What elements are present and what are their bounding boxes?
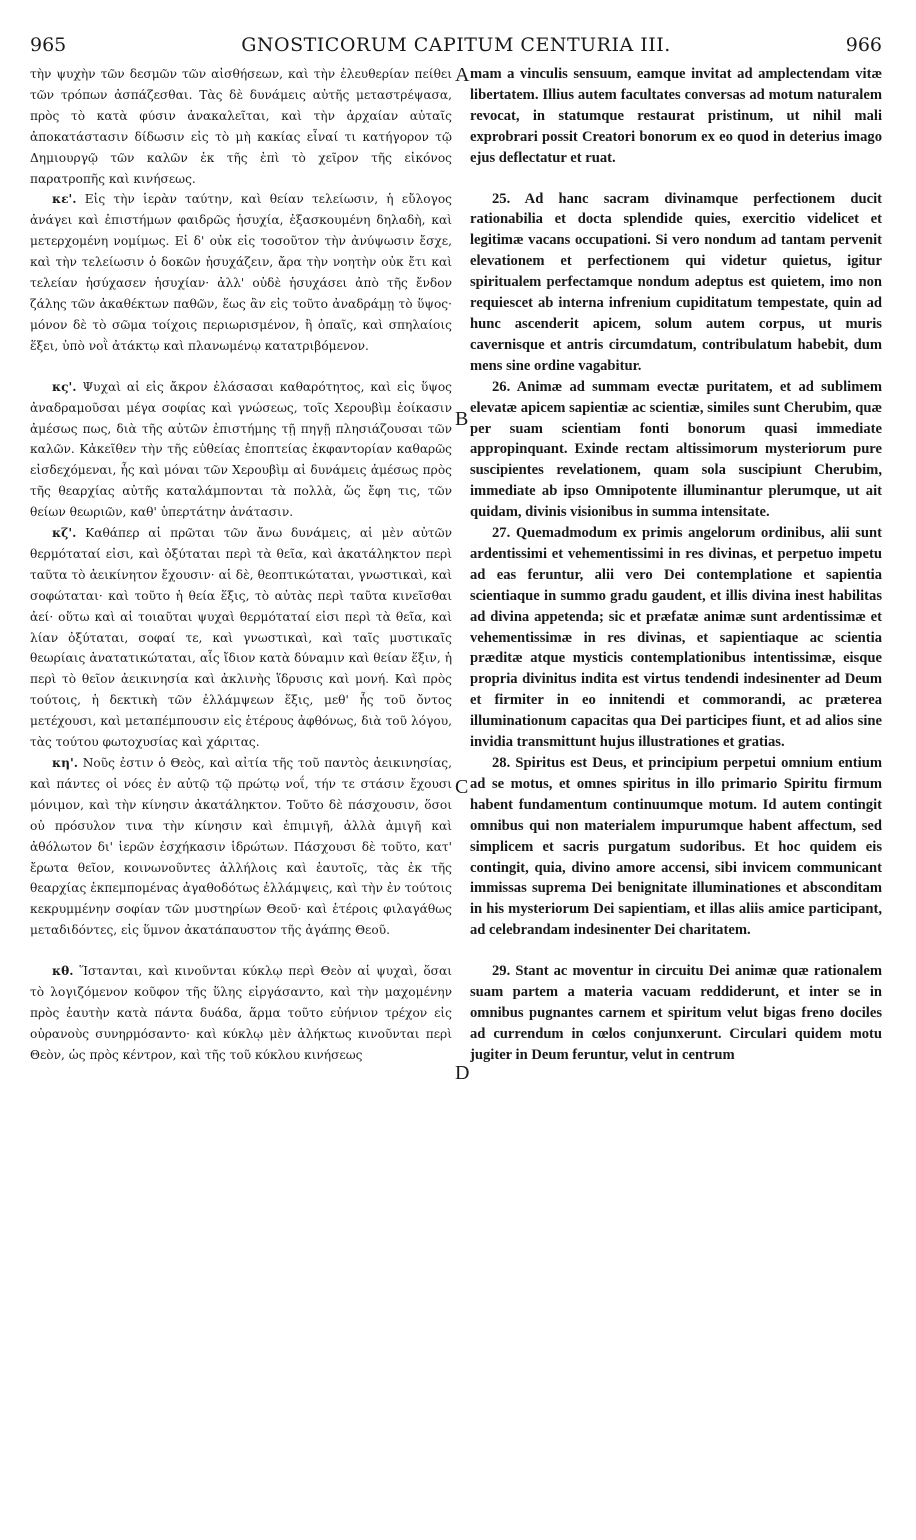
latin-text-29: Stant ac moventur in circuitu Dei animæ quæ rationalem suam partem a materia vacuam reddiderunt, et inter se in omnibus pugnantes carnem et spiritum velut bigas freno dociles ad currendum in cœlos conjunxerunt. Circulari quidem motu jugiter in Deum feruntur, velut in centrum — [470, 963, 882, 1063]
margin-marker-a: A — [455, 64, 470, 86]
greek-text-27: Καθάπερ αἱ πρῶται τῶν ἄνω δυνάμεις, αἱ μὲν αὐτῶν θερμόταταί εἰσι, καὶ ὀξύταται περὶ τὰ θεῖα, καὶ ἀκατάληκτον περὶ ταῦτα τὸ ἀεικίνητον ἔχουσιν· αἱ δὲ, θεοπτικώταται, γνωστικαὶ, καὶ σοφώταται· καὶ τοῦτο ἡ θεία ἕξις, τὸ αὐτὰς περὶ ταῦτα κινεῖσθαι ἀεί· οὕτω καὶ αἱ τοιαῦται ψυχαὶ θερμόταταί εἰσι περὶ τὰ θεῖα, καὶ λίαν ὀξύταται, σοφαί τε, καὶ γνωστικαὶ, καὶ ταῖς μυστικαῖς θεωρίαις ἀνατατικώταται, αἷς ἴδιον κατὰ δύναμιν καὶ θείαν ἕξιν, ἡ περὶ τὸ θεῖον ἀεικινησία καὶ ἀκλινὴς ἵδρυσις καὶ μονή. Καὶ πρὸς τούτοις, ἡ δεκτικὴ τῶν ἐλλάμψεων ἕξις, μεθ' ἧς τοῦ ὄντος μετέχουσι, καὶ μεταπέμπουσιν εἰς ἑτέρους ἀφθόνως, διὰ τοῦ λόγου, τὰς τούτου φωτοχυσίας καὶ χάριτας. — [30, 526, 452, 750]
latin-number-28: 28. — [492, 755, 511, 771]
greek-paragraph-26 — [30, 377, 452, 523]
margin-marker-d: D — [455, 1062, 470, 1084]
greek-paragraph-27 — [30, 523, 452, 753]
latin-paragraph-28 — [470, 753, 882, 941]
latin-paragraph-25 — [470, 189, 882, 377]
greek-text-25: Εἰς τὴν ἱερὰν ταύτην, καὶ θείαν τελείωσιν, ἡ εὔλογος ἀνάγει καὶ ἐπιστήμων φαιδρῶς ἡσυχία, ἐξασκουμένη δηλαδὴ, καὶ μετερχομένη νομίμως. Εἰ δ' οὐκ εἰς τοσοῦτον τὴν ἀνύψωσιν ἔσχε, καὶ τὴν τελείωσιν ὁ δοκῶν ἡσυχάζειν, ἄρα τὴν νοητὴν οὐκ ἔτι καὶ τελείαν ἡσύχασεν ἡσυχίαν· ἀλλ' οὐδὲ ἡσυχάσει ἀπὸ τῆς ἔνδον ζάλης τῶν ἀκαθέκτων παθῶν, ἕως ἂν εἰς τοῦτο ἀναδράμῃ τὸ ὕψος· μόνον δὲ τὸ σῶμα τοίχοις περιωρισμένον, ἢ ὀπαῖς, καὶ σπηλαίοις ἕξει, ὑπὸ νοῒ ἀτάκτῳ καὶ πλανωμένῳ κατατριβόμενον. — [30, 192, 452, 353]
latin-paragraph-26 — [470, 377, 882, 523]
latin-text-27: Quemadmodum ex primis angelorum ordinibus, alii sunt ardentissimi et vehementissimi in res divinas, et perpetuo impetu ad eas feruntur, alii vero Dei contemplatione et sapientia scientiaque in summo gradu gaudent, et illis divina inest habilitas ad divina appetenda; sic et præfatæ animæ sunt ardentissimæ et vehementissimæ in res divinas, et sapientiaque ac scientia præditæ atque mysticis contemplationibus intentissimæ, eisque propria divinitus indita est virtus tendendi indesinenter ad Deum et firmiter in eo innitendi et commorandi, ac præterea illuminationum capacitas qua Dei participes fiunt, et ad alios sine invidia transmittunt hujus illustrationes et gratias. — [470, 525, 882, 751]
greek-paragraph-28 — [30, 753, 452, 941]
latin-number-29: 29. — [492, 963, 511, 980]
greek-column — [30, 64, 452, 1066]
greek-text-26: Ψυχαὶ αἱ εἰς ἄκρον ἐλάσασαι καθαρότητος, καὶ εἰς ὕψος ἀναδραμοῦσαι μέγα σοφίας καὶ γνώσεως, τοῖς Χερουβὶμ ἐοίκασιν ἀμέσως πως, διὰ τῆς αὐτῶν ἐπιστήμης τῇ πηγῇ πλησιάζουσαι τῶν καλῶν. Κἀκεῖθεν τὴν τῆς εὐθείας ἐποπτείας ἐκφαντορίαν καθαρῶς εἰσδεχόμεναι, ἧς καὶ μόναι τῶν Χερουβὶμ αἱ δυνάμεις ἀμέσως πρὸς τῆς θεαρχίας αὐτῆς καταλάμπονται τὰ πολλὰ, ὥς ἔφη τις, τῶν θείων θεωριῶν, καθ' ὑπερτάτην ἀνάτασιν. — [30, 379, 452, 520]
greek-number-27: κζ'. — [52, 526, 77, 541]
running-title: GNOSTICORUM CAPITUM CENTURIA III. — [241, 34, 671, 56]
greek-paragraph-continued: τὴν ψυχὴν τῶν δεσμῶν τῶν αἰσθήσεων, καὶ τὴν ἐλευθερίαν πείθει τῶν τρόπων ἀσπάζεσθαι. Τὰς δὲ δυνάμεις αὐτῆς μεταστρέψασα, πρὸς τὸ κατὰ φύσιν ἀνακαλεῖται, καὶ τὴν ἀρχαίαν αὐταῖς ἀποκατάστασιν δίδωσιν εἰς τὸ μὴ κακίας εἶναί τι κατήγορον τῷ Δημιουργῷ τῶν καλῶν ἐκ τῆς ἐπὶ τὸ χεῖρον τῆς εἰκόνος παρατροπῆς καὶ κινήσεως. — [30, 67, 452, 186]
margin-marker-b: B — [455, 408, 469, 430]
greek-paragraph-25 — [30, 189, 452, 356]
latin-paragraph-29 — [470, 961, 882, 1066]
greek-number-25: κε'. — [52, 192, 77, 207]
latin-number-26: 26. — [492, 378, 511, 395]
greek-number-26: κς'. — [52, 379, 77, 394]
running-header — [30, 34, 882, 62]
latin-number-27: 27. — [492, 525, 511, 542]
latin-paragraph-27 — [470, 523, 882, 753]
latin-text-26: Animæ ad summam evectæ puritatem, et ad sublimem elevatæ apicem sapientiæ ac scientiæ, similes sunt Cherubim, quæ per suam scientiam fonti bonorum quasi immediate appropinquant. Exinde rectam altissimorum mysteriorum pure suscipientes revelationem, quam sola suscipiunt Cherubim, immediate ab ipso Omnipotente illuminantur plerumque, ut ait quidam, divinis visionibus in summa intensitate. — [470, 378, 882, 521]
page-number-right: 966 — [845, 34, 882, 56]
latin-text-25: Ad hanc sacram divinamque perfectionem ducit rationabilia et docta splendide quies, exercitio videlicet et legitimæ vacans occupationi. Si vero nondum ad tantam pervenit elevationem et perfectionem qui videtur quietus, igitur spiritualem perfectamque nondum adeptus est quietem, imo non requiescet ab interna infrenium cupiditatum tempestate, quin ad hunc ascenderit apicem, solum autem corpus, ut muris cavernisque et antris circumdatum, contribulatum habebit, dum mens sine ordine vagabitur. — [470, 190, 882, 374]
latin-text-28: Spiritus est Deus, et principium perpetui omnium entium ad se motus, et omnes spiritus in illo primario Spiritu firmum habent fundamentum continuumque motum. Id autem contingit omnibus qui non materialem impurumque habent affectum, sed simplicem et sacris purgatum sudoribus. Et hoc quidem eis contingit, quia, divino amore accensi, sibi invicem communicant immissas suprema Dei benignitate illuminationes et absconditam in his mysteriorum Dei sapientiam, et illas aliis amice participant, ad celebrandam indesinenter Dei charitatem. — [470, 755, 882, 939]
margin-marker-c: C — [455, 776, 469, 798]
greek-text-28: Νοῦς ἐστιν ὁ Θεὸς, καὶ αἰτία τῆς τοῦ παντὸς ἀεικινησίας, καὶ πάντες οἱ νόες ἐν αὐτῷ τῷ πρώτῳ νοΐ, τήν τε στάσιν ἔχουσι μόνιμον, καὶ τὴν κίνησιν ἀκατάληκτον. Τοῦτο δὲ πάσχουσιν, ὅσοι οὐ πρόσυλον τινα τὴν κίνησιν καὶ ἐπιμιγῆ, ἀλλὰ ἀμιγῆ καὶ ἀθόλωτον δι' ἱερῶν ἐσχήκασιν ἱδρώτων. Πάσχουσι δὲ τοῦτο, κατ' ἔρωτα θεῖον, κοινωνοῦντες ἀλλήλοις καὶ ἑαυτοῖς, τὰς ἐκ τῆς θεαρχίας ἐκπεμπομένας ἀγαθοδότως ἐλλάμψεις, καὶ τὴν ἐν τούτοις κεκρυμμένην σοφίαν τῶν μυστηρίων Θεοῦ· καὶ ἑτέροις φιλαγάθως μεταδιδόντες, εἰς ὕμνον ἀκατάπαυστον τῆς ἀγάπης Θεοῦ. — [30, 756, 452, 938]
greek-number-28: κη'. — [52, 756, 78, 770]
latin-number-25: 25. — [492, 190, 511, 207]
greek-paragraph-29 — [30, 961, 452, 1066]
greek-number-29: κθ. — [52, 964, 74, 979]
latin-paragraph-continued: mam a vinculis sensuum, eamque invitat ad amplectendam vitæ libertatem. Illius autem facultates conversas ad motum naturalem revocat, in statumque restaurat pristinum, ut nihil mali exprobrari possit Creatori bonorum ex eo quod in deterius imago ejus deflectatur et ruat. — [470, 66, 882, 166]
latin-column — [470, 64, 882, 1066]
page-number-left: 965 — [30, 34, 67, 56]
greek-text-29: Ἵστανται, καὶ κινοῦνται κύκλῳ περὶ Θεὸν αἱ ψυχαὶ, ὅσαι τὸ λογιζόμενον κοῦφον τῆς ὕλης εἰργάσαντο, καὶ τὴν μαχομένην πρὸς ἑαυτὴν κατὰ πάντα δυάδα, ἅρμα τοῦτο εὐήνιον τρέχον εἰς οὐρανοὺς συνηρμόσαντο· καὶ κύκλῳ μὲν ἀλήκτως κινοῦνται περὶ Θεὸν, ὡς πρὸς κέντρον, καὶ τῆς τοῦ κύκλου κινήσεως — [30, 964, 452, 1062]
